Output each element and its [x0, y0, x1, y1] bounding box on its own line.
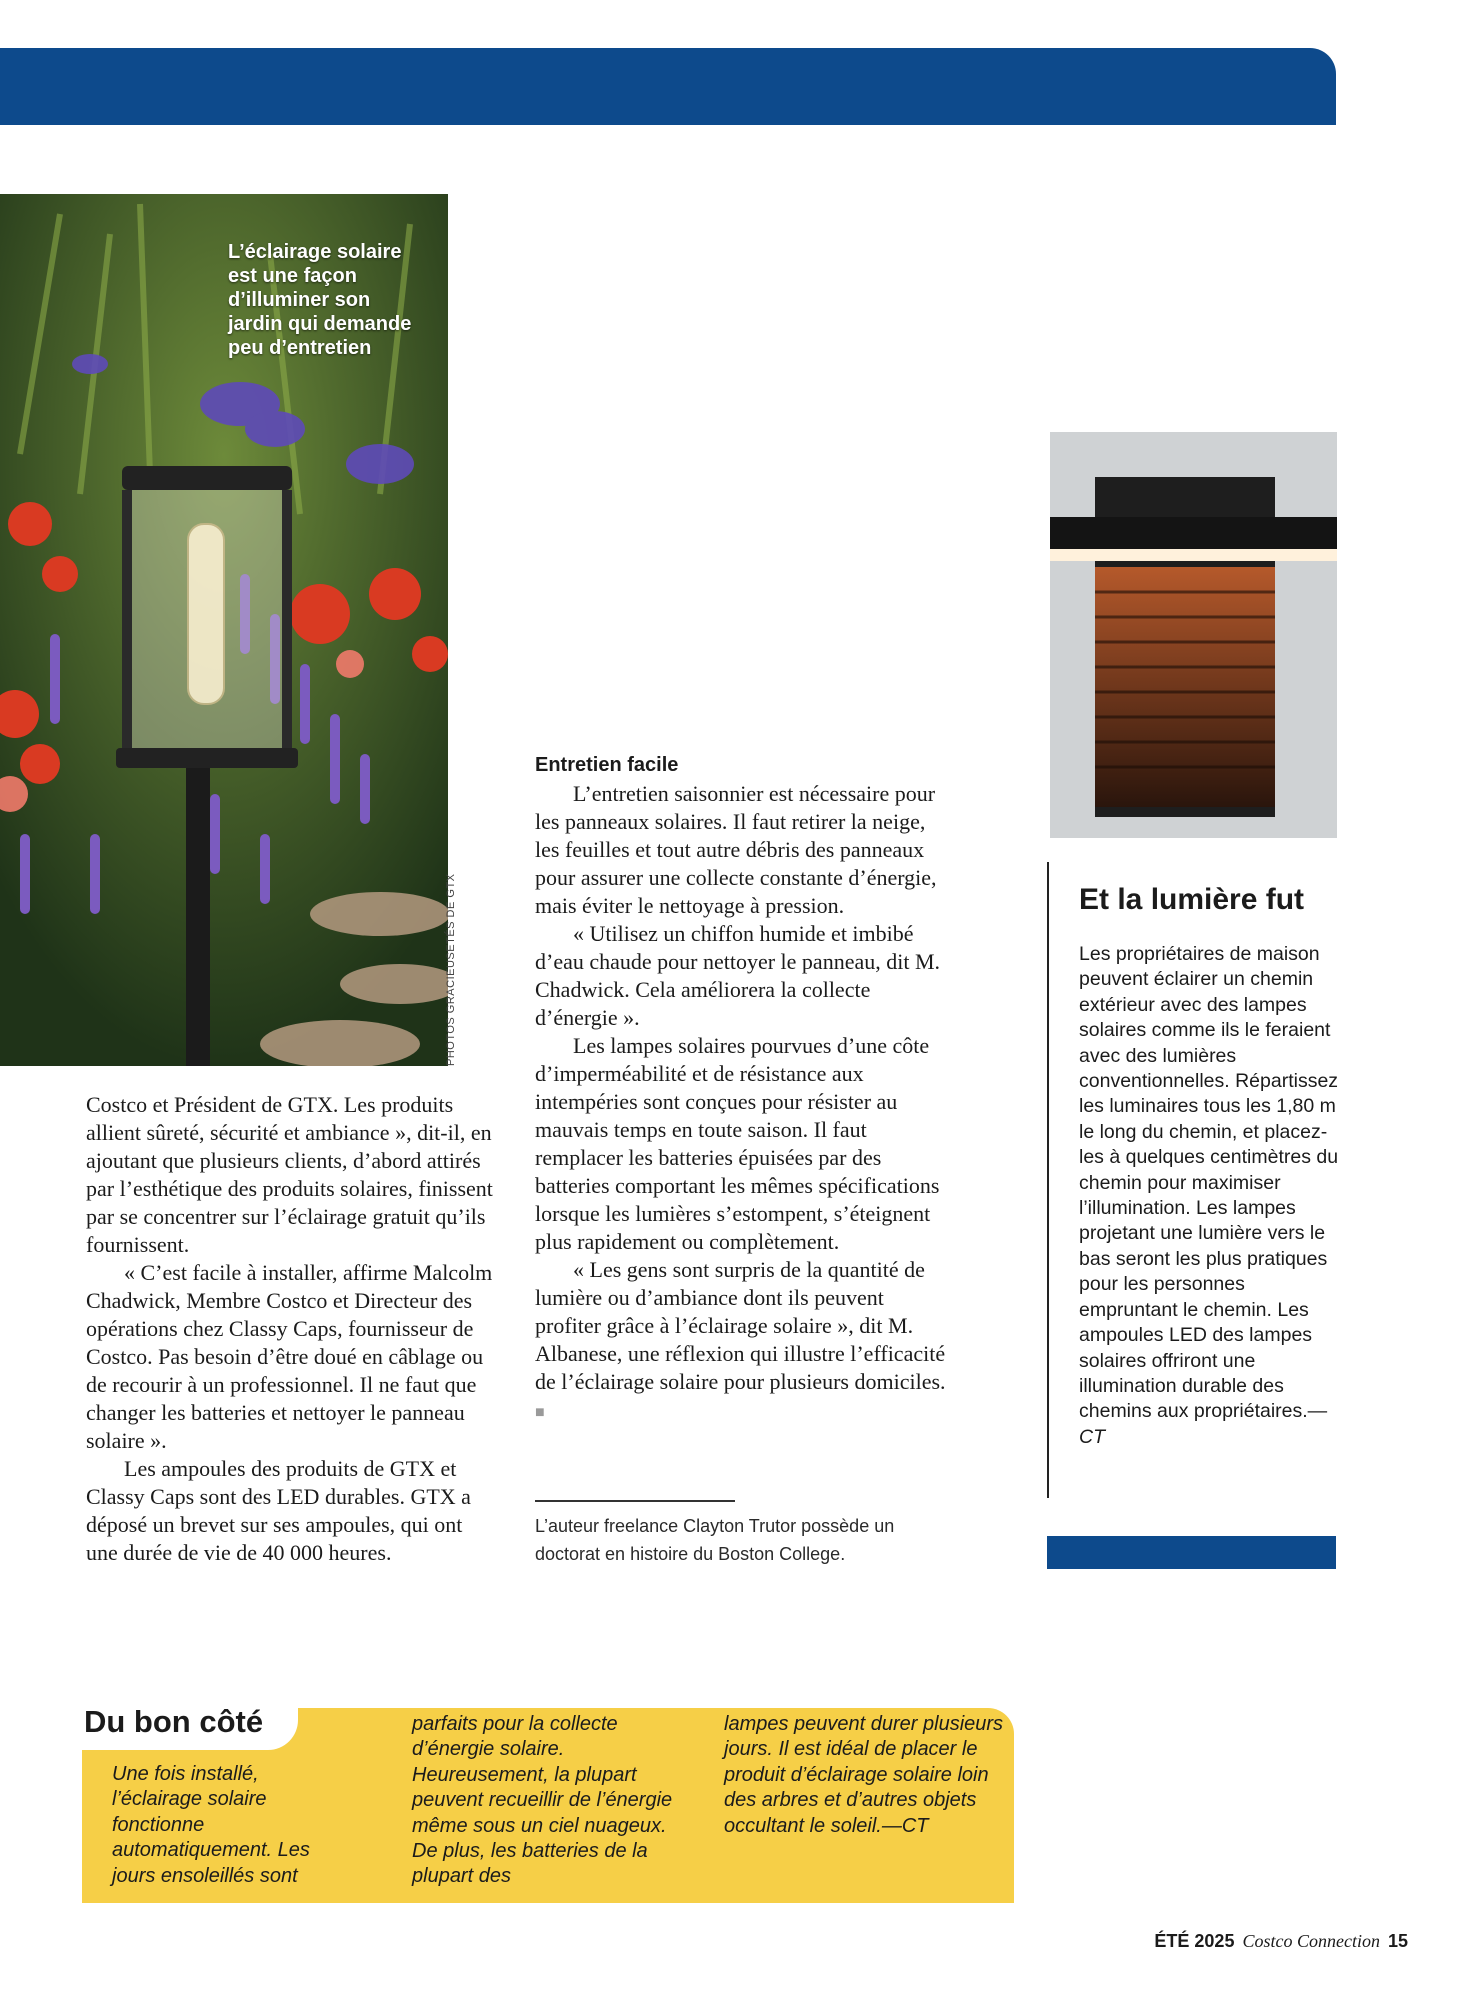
magazine-name: Costco Connection — [1242, 1931, 1380, 1951]
end-mark-icon: ■ — [535, 1404, 545, 1421]
article-column-1 — [86, 1091, 498, 1567]
author-divider — [535, 1500, 735, 1502]
article-paragraph-text: « Les gens sont surpris de la quantité de lumière ou d’ambiance dont ils peuvent profiter grâce à l’éclairage solaire », dit M. Albanese, une réflexion qui illustre l’efficacité de l’éclairage solaire pour plusieurs domiciles. — [535, 1257, 946, 1394]
issue-season: ÉTÉ 2025 — [1154, 1931, 1235, 1951]
article-paragraph: Les ampoules des produits de GTX et Classy Caps sont des LED durables. GTX a déposé un brevet sur ses ampoules, qui ont une durée de vie de 40 000 heures. — [86, 1456, 471, 1565]
sidebar-text: Les propriétaires de maison peuvent éclairer un chemin extérieur avec des lampes solaires comme ils le feraient avec des lumières conventionnelles. Répartissez les luminaires tous les 1,80 m le long du chemin, et placez-les à quelques centimètres du chemin pour maximiser l’illumination. Les lampes projetant une lumière vers le bas seront les plus pratiques pour les personnes empruntant le chemin. Les ampoules LED des lampes solaires offriront une illumination durable des chemins aux propriétaires.— — [1079, 943, 1339, 1423]
callout-column-1: Une fois installé, l’éclairage solaire fonctionne automatiquement. Les jours ensoleillés sont — [112, 1763, 310, 1887]
article-paragraph: Les lampes solaires pourvues d’une côte d’imperméabilité et de résistance aux intempéries sont conçues pour résister au mauvais temps en toute saison. Il faut remplacer les batteries épuisées par des batteries comportant les mêmes spécifications lorsque les lumières s’estompent, s’éteignent plus rapidement ou complètement. — [535, 1033, 940, 1254]
page-folio — [1154, 1929, 1408, 1953]
page-number: 15 — [1387, 1931, 1408, 1951]
article-column-2 — [535, 752, 947, 1427]
sidebar-signature: CT — [1079, 1425, 1105, 1448]
article-paragraph-last — [535, 1256, 947, 1427]
photo-credit: PHOTOS GRACIEUSETÉS DE GTX — [445, 873, 457, 1066]
garden-photo-caption: L’éclairage solaire est une façon d’illuminer son jardin qui demande peu d’entretien — [228, 241, 412, 359]
callout-column-2: parfaits pour la collecte d’énergie solaire. Heureusement, la plupart peuvent recueillir de l’énergie même sous un ciel nuageux. De plus, les batteries de la plupart des — [412, 1713, 673, 1888]
wall-light-photo — [1050, 432, 1337, 838]
sidebar-footer-bar — [1047, 1536, 1336, 1569]
sidebar-rule — [1047, 862, 1049, 1498]
callout-title: Du bon côté — [84, 1704, 264, 1739]
header-bar — [0, 48, 1336, 125]
author-note: L’auteur freelance Clayton Trutor possède un doctorat en histoire du Boston College. — [535, 1516, 895, 1564]
wall-light-illustration — [1050, 432, 1337, 838]
sidebar-body — [1079, 942, 1341, 1450]
sidebar-title: Et la lumière fut — [1079, 883, 1305, 916]
article-paragraph: « C’est facile à installer, affirme Malcolm Chadwick, Membre Costco et Directeur des opérations chez Classy Caps, fournisseur de Costco. Pas besoin d’être doué en câblage ou de recourir à un professionnel. Il ne faut que changer les batteries et nettoyer le panneau solaire ». — [86, 1260, 493, 1453]
article-paragraph: Costco et Président de GTX. Les produits allient sûreté, sécurité et ambiance », dit-il, en ajoutant que plusieurs clients, d’abord attirés par l’esthétique des produits solaires, finissent par se concentrer sur l’éclairage gratuit qu’ils fournissent. — [86, 1092, 493, 1257]
subhead-entretien: Entretien facile — [535, 754, 679, 776]
article-paragraph: L’entretien saisonnier est nécessaire pour les panneaux solaires. Il faut retirer la neige, les feuilles et tout autre débris des panneaux pour assurer une collecte constante d’énergie, mais éviter le nettoyage à pression. — [535, 781, 937, 918]
article-paragraph: « Utilisez un chiffon humide et imbibé d’eau chaude pour nettoyer le panneau, dit M. Chadwick. Cela améliorera la collecte d’énergie ». — [535, 921, 941, 1030]
callout-column-3: lampes peuvent durer plusieurs jours. Il est idéal de placer le produit d’éclairage solaire loin des arbres et d’autres objets occultant le soleil.—CT — [724, 1713, 1004, 1837]
